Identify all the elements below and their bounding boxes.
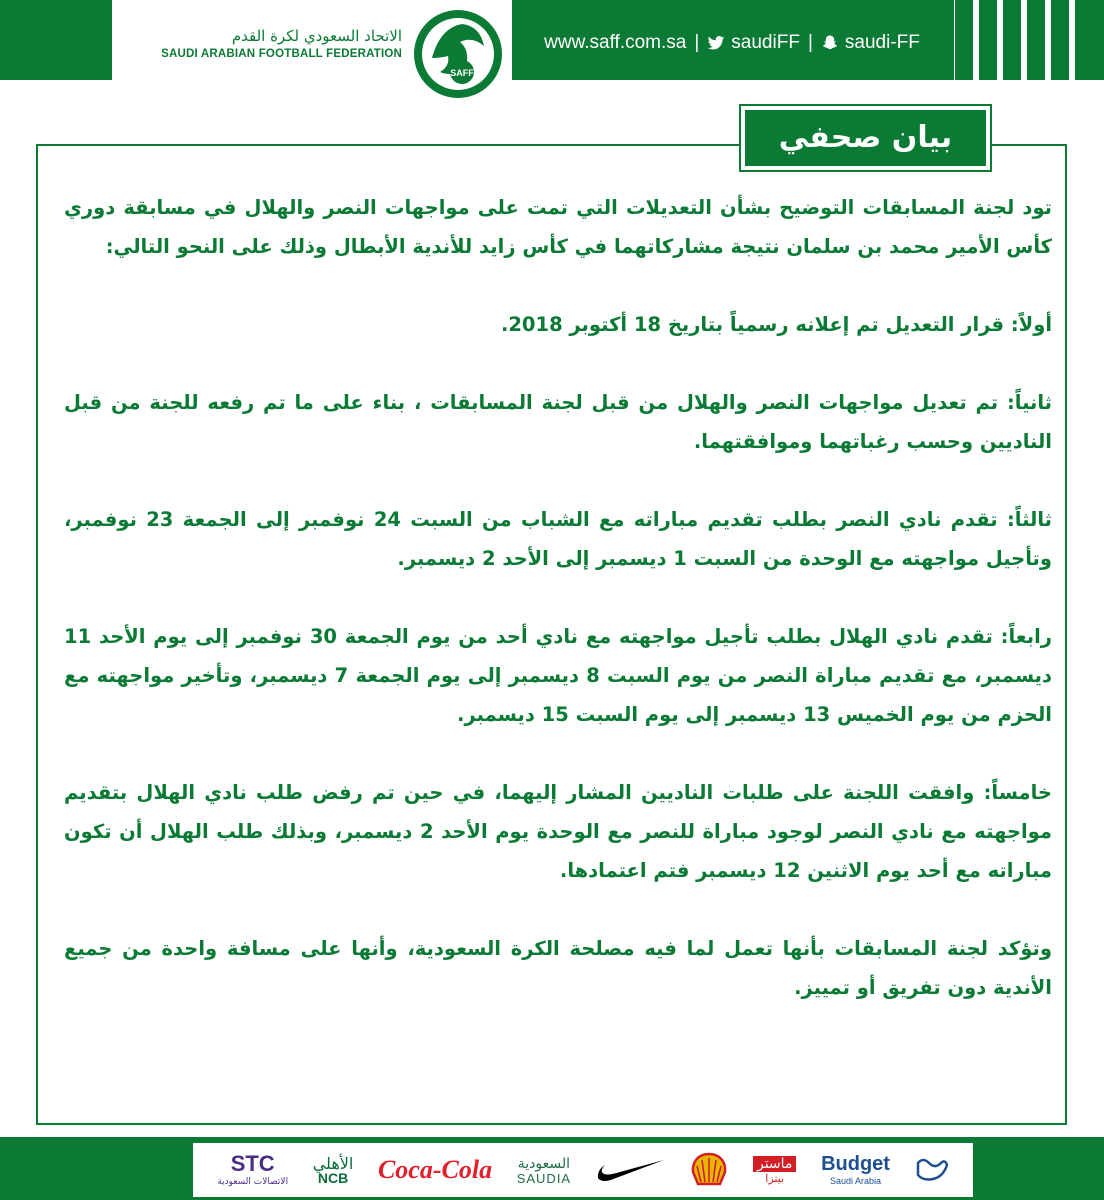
item-paragraph-4 — [64, 617, 1052, 734]
logo-text: SAFF — [450, 68, 474, 78]
twitter-icon — [707, 34, 725, 52]
sponsor-sub: Saudi Arabia — [829, 1175, 882, 1186]
twitter-handle[interactable]: saudiFF — [731, 32, 800, 53]
item-paragraph-3 — [64, 500, 1052, 578]
federation-name-english: SAUDI ARABIAN FOOTBALL FEDERATION — [161, 48, 402, 60]
sponsor-logo-stc — [217, 1147, 288, 1193]
sponsor-name: Budget — [821, 1152, 890, 1175]
intro-paragraph: تود لجنة المسابقات التوضيح بشأن التعديلات التي تمت على مواجهات النصر والهلال في مسابقة دوري كأس الأمير محمد بن سلمان نتيجة مشاركاتهما في كأس زايد للأندية الأبطال وذلك على النحو التالي: — [64, 196, 1052, 258]
header-stripes — [955, 0, 1104, 80]
website-link[interactable]: www.saff.com.sa — [544, 32, 687, 53]
sponsor-sub: NCB — [317, 1169, 349, 1186]
sponsor-logo-ncb — [313, 1147, 354, 1193]
sponsor-name: Coca-Cola — [377, 1155, 493, 1184]
sponsor-logo-extra — [915, 1147, 949, 1193]
sponsor-sub: بيتزا — [765, 1171, 785, 1185]
federation-name-arabic: الاتحاد السعودي لكرة القدم — [231, 27, 402, 45]
header-contacts — [512, 30, 952, 56]
sponsors-strip — [193, 1143, 973, 1197]
page-title: بيان صحفي — [741, 106, 990, 170]
sponsor-logo-budget — [821, 1147, 890, 1193]
item-text: تم تعديل مواجهات النصر والهلال من قبل لجنة المسابقات ، بناء على ما تم رفعه للجنة من قبل الناديين وحسب رغباتهما وموافقتهما. — [64, 391, 1052, 453]
sponsor-name: السعودية — [517, 1155, 571, 1172]
sponsor-name: Shell — [708, 1187, 711, 1189]
sponsor-logo-nike — [596, 1147, 666, 1193]
sponsor-sub: الاتصالات السعودية — [217, 1176, 289, 1187]
sponsor-logo-master-pizza — [753, 1147, 796, 1193]
sponsor-sub: SAUDIA — [516, 1170, 572, 1186]
item-label: ثالثاً: — [1006, 508, 1052, 531]
item-text: وافقت اللجنة على طلبات الناديين المشار إليهما، في حين تم رفض طلب نادي الهلال بتقديم مواجهته مع نادي النصر لوجود مباراة للنصر مع الوحدة يوم الأحد 2 ديسمبر، وبذلك طلب الهلال أن تكون مباراته مع أحد يوم الاثنين 12 ديسمبر فتم اعتمادها. — [64, 781, 1052, 882]
snapchat-handle[interactable]: saudi-FF — [844, 32, 920, 53]
snapchat-icon — [821, 34, 839, 52]
item-paragraph-1 — [64, 305, 1052, 344]
item-text: قرار التعديل تم إعلانه رسمياً بتاريخ 18 أكتوبر 2018. — [500, 313, 1011, 336]
item-text: تقدم نادي الهلال بطلب تأجيل مواجهته مع نادي أحد من يوم الجمعة 30 نوفمبر إلى يوم الأحد 11 ديسمبر، مع تقديم مباراة النصر من يوم السبت 8 ديسمبر إلى يوم الجمعة 7 ديسمبر، وتأخير مواجهته مع الحزم من يوم الخميس 13 ديسمبر إلى يوم السبت 15 ديسمبر. — [64, 625, 1053, 726]
item-label: أولاً: — [1010, 313, 1052, 336]
separator: | — [694, 32, 700, 53]
federation-name — [120, 26, 402, 70]
saff-logo — [410, 6, 506, 102]
header-left-bar — [0, 0, 112, 80]
item-label: خامساً: — [983, 781, 1052, 804]
shell-logo-icon — [690, 1152, 728, 1188]
item-label: ثانياً: — [1006, 391, 1052, 414]
nike-swoosh-icon — [596, 1156, 666, 1184]
sponsor-logo-saudia — [517, 1147, 571, 1193]
item-paragraph-2 — [64, 383, 1052, 461]
sponsor-name: ماستر — [753, 1156, 796, 1172]
closing-paragraph: وتؤكد لجنة المسابقات بأنها تعمل لما فيه مصلحة الكرة السعودية، وأنها على مسافة واحدة من جميع الأندية دون تفريق أو تمييز. — [64, 937, 1052, 999]
item-paragraph-5 — [64, 773, 1052, 890]
statement-body — [64, 188, 1052, 1007]
item-text: تقدم نادي النصر بطلب تقديم مباراته مع الشباب من السبت 24 نوفمبر إلى الجمعة 23 نوفمبر، وتأجيل مواجهته مع الوحدة من السبت 1 ديسمبر إلى الأحد 2 ديسمبر. — [64, 508, 1052, 570]
sponsor-name: الأهلي — [312, 1153, 354, 1173]
sponsor-mark-icon — [915, 1155, 949, 1185]
sponsor-name: STC — [230, 1150, 275, 1176]
separator: | — [807, 32, 813, 53]
sponsor-name: Nike — [629, 1183, 632, 1185]
sponsor-logo-shell — [690, 1147, 728, 1193]
item-label: رابعاً: — [1000, 625, 1052, 648]
sponsor-logo-coca-cola — [378, 1147, 492, 1193]
